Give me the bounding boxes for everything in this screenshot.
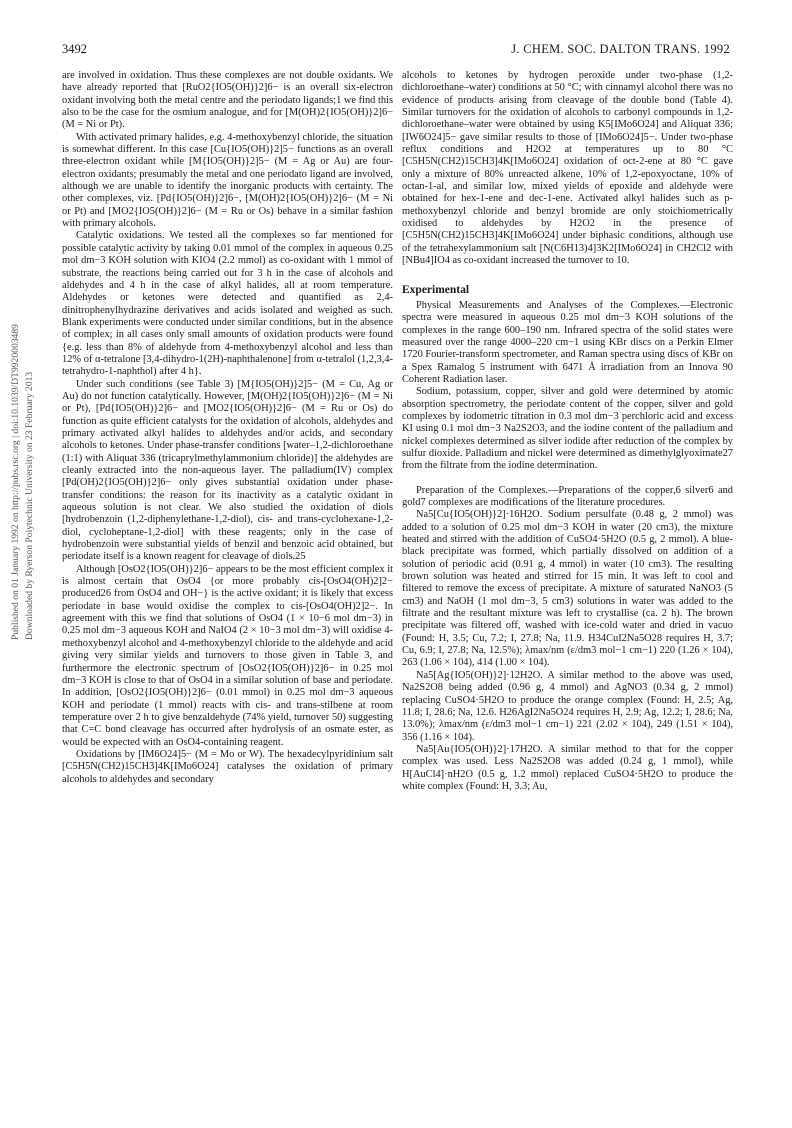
journal-title: J. CHEM. SOC. DALTON TRANS. 1992 xyxy=(511,42,730,56)
right-column xyxy=(402,70,733,793)
download-sidebar xyxy=(6,250,36,640)
left-column xyxy=(62,70,393,786)
paragraph: Na5[Au{IO5(OH)}2]·17H2O. A similar method to that for the copper complex was used. Less Na2S2O8 was added (0.24 g, 1 mmol), while H[AuCl4]·nH2O (0.5 g, 1.2 mmol) replaced CuSO4·5H2O to produce the white complex (Found: H, 3.3; Au, xyxy=(402,743,733,792)
paragraph: Na5[Cu{IO5(OH)}2]·16H2O. Sodium persulfate (0.48 g, 2 mmol) was added to a solution of 0.25 mol dm−3 KOH in water (20 cm3), the mixture heated and stirred with the addition of CuSO4·5H2O (0.5 g, 2 mmol). A blue-black precipitate was formed, which partially dissolved on addition of a solution of periodic acid (0.91 g, 4 mmol) in water (10 cm3). The resulting brown solution was heated and stirred for 15 min. It was left to cool and filtered to remove the excess of precipitate. A mixture of saturated NaNO3 (5 cm3) and NaOH (1 mol dm−3, 5 cm3) solutions in water was added to the filtrate and the resultant mixture was left to crystallise (ca. 2 h). The brown precipitate was filtered off, washed with ice-cold water and dried in vacuo (Found: H, 3.5; Cu, 7.2; I, 27.8; Na, 11.9. H34CuI2Na5O28 requires H, 3.7; Cu, 6.9; I, 27.8; Na, 12.5%); λmax/nm (ε/dm3 mol−1 cm−1) 220 (1.26 × 104), 263 (1.06 × 104), 414 (1.00 × 104). xyxy=(402,509,733,669)
paragraph: alcohols to ketones by hydrogen peroxide under two-phase (1,2-dichloroethane–water) conditions at 50 °C; with cinnamyl alcohol there was no evidence of products arising from cleavage of the double bond (Table 4). Similar turnovers for the oxidation of alcohols to carbonyl compounds in 1,2-dichloroethane–water were obtained by using K5[IMo6O24] and Aliquat 336; [IW6O24]5− gave similar results to those of [IMo6O24]5−. Under two-phase reflux conditions and H2O2 at temperatures up to 80 °C [C5H5N(CH2)15CH3]4K[IMo6O24] oxidation of oct-2-ene at 80 °C gave only a mixture of 80% unreacted alkene, 10% of 1,2-epoxyoctane, 10% of octan-1-al, and similar low, mixed yields of epoxide and aldehyde were obtained for hex-1-ene and dec-1-ene. Activated alkyl halides such as p-methoxybenzyl chloride and benzyl bromide are only stoichiometrically oxidised to aldehydes by H2O2 in the presence of [C5H5N(CH2)15CH3]4K[IMo6O24] under biphasic conditions, although use of the tetrahexylammonium salt [N(C6H13)4]3K2[IMo6O24] in CH2Cl2 with [NBu4]IO4 as co-oxidant increased the turnover to 10. xyxy=(402,70,733,267)
paragraph: With activated primary halides, e.g. 4-methoxybenzyl chloride, the situation is somewhat different. In this case [Cu{IO5(OH)}2]5− functions as an overall three-electron oxidant while [M{IO5(OH)}2]5− (M = Ag or Au) are four-electron oxidants; presumably the metal and one periodato ligand are involved, although we are unable to identify the inorganic products with certainty. The other complexes, viz. [Pd{IO5(OH)}2]6−, [M(OH)2{IO5(OH)}2]6− (M = Ni or Pt) and [MO2{IO5(OH)}2]6− (M = Ru or Os) behave in a similar fashion with primary alcohols. xyxy=(62,131,393,230)
paragraph: are involved in oxidation. Thus these complexes are not double oxidants. We have already reported that [RuO2{IO5(OH)}2]6− is an overall six-electron oxidant involving both the metal centre and the periodato ligands;1 we find this also to be the case for the osmium analogue, and for [M(OH)2{IO5(OH)}2]6− (M = Ni or Pt). xyxy=(62,70,393,131)
paragraph: Catalytic oxidations. We tested all the complexes so far mentioned for possible catalytic activity by taking 0.01 mmol of the complex in aqueous 0.25 mol dm−3 KOH solution with KIO4 (2.2 mmol) as co-oxidant with 1 mmol of substrate, the reactions being carried out for 3 h in the case of alcohols and aldehydes and 4 h in the case of alkyl halides, all at room temperature. Aldehydes or ketones were detected and quantified as 2,4-dinitrophenylhydrazine derivatives and acids isolated and weighed as such. Blank experiments were conducted under similar conditions, but in the absence of complex; in all cases only small amounts of oxidation products were found {e.g. less than 8% of aldehyde from 4-methoxybenzyl alcohol and less than 12% of α-tetralone [3,4-dihydro-1(2H)-naphthalenone] from α-tetralol (1,2,3,4-tetrahydro-1-naphthol) after 4 h}. xyxy=(62,230,393,378)
paragraph: Na5[Ag{IO5(OH)}2]·12H2O. A similar method to the above was used, Na2S2O8 being added (0.96 g, 4 mmol) and AgNO3 (0.34 g, 2 mmol) replacing CuSO4·5H2O to produce the orange complex (Found: H, 2.5; Ag, 11.8; I, 28.6; Na, 12.6. H26AgI2Na5O24 requires H, 2.9; Ag, 12.2; I, 28.6; Na, 13.0%); λmax/nm (ε/dm3 mol−1 cm−1) 221 (2.02 × 104), 249 (1.51 × 104), 356 (1.16 × 104). xyxy=(402,669,733,743)
paragraph: Physical Measurements and Analyses of the Complexes.—Electronic spectra were measured in aqueous 0.25 mol dm−3 KOH solutions of the complexes in the range 600–190 nm. Infrared spectra of the solid states were measured over the range 4000–220 cm−1 using KBr discs on a Perkin Elmer 1720 Fourier-transform spectrometer, and Raman spectra using discs of KBr on a Spex Ramalog 5 instrument with 6471 Å irradiation from an Innova 90 Coherent Radiation laser. xyxy=(402,299,733,385)
paragraph: Oxidations by [IM6O24]5− (M = Mo or W). The hexadecylpyridinium salt [C5H5N(CH2)15CH3]4K[IMo6O24] catalyses the oxidation of primary alcohols to aldehydes and secondary xyxy=(62,748,393,785)
section-heading-experimental: Experimental xyxy=(402,283,470,296)
paragraph: Although [OsO2{IO5(OH)}2]6− appears to be the most efficient complex it is almost certain that OsO4 {or more probably cis-[OsO4(OH)2]2− produced26 from OsO4 and OH−} is the active oxidant; it is likely that excess periodate in base would oxidise the complex to cis-[OsO4(OH)2]2−. In agreement with this we find that solutions of OsO4 (1 × 10−6 mol dm−3) in 0.25 mol dm−3 aqueous KOH and NaIO4 (2 × 10−3 mol dm−3) will oxidise 4-methoxybenzyl alcohol and 4-methoxybenzyl chloride to the aldehyde and acid giving very similar yields and turnovers to those given in Table 3, and furthermore the electronic spectrum of [OsO2{IO5(OH)}2]6− in 0.25 mol dm−3 KOH is close to that of OsO4 in a similar solution of base and periodate. In addition, [OsO2{IO5(OH)}2]6− (0.01 mmol) in 0.25 mol dm−3 aqueous KOH and periodate (1 mmol) reacts with cis- and trans-stilbene at room temperature over 2 h to give benzaldehyde (74% yield, turnover 50) suggesting that C=C bond cleavage has occurred after hydrolysis of an osmate ester, as would be expected with an OsO4-containing reagent. xyxy=(62,563,393,748)
paragraph: Preparation of the Complexes.—Preparations of the copper,6 silver6 and gold7 complexes are modifications of the literature procedures. xyxy=(402,484,733,508)
sidebar-download-line: Downloaded by Ryerson Polytechnic University on 23 February 2013 xyxy=(24,371,35,640)
page-number: 3492 xyxy=(62,42,87,56)
paragraph: Sodium, potassium, copper, silver and gold were determined by atomic absorption spectrometry, the periodate content of the copper, silver and gold complexes by iodometric titration in 0.3 mol dm−3 perchloric acid and excess KI using 0.1 mol dm−3 Na2S2O3, and the iodine content of the palladium and nickel complexes determined as silver iodide after reduction of the complex by sulfur dioxide. Palladium and nickel were determined as dimethylglyoximate27 from the filtrate from the iodine determination. xyxy=(402,386,733,472)
running-header xyxy=(62,42,730,60)
sidebar-published-line: Published on 01 January 1992 on http://pubs.rsc.org | doi:10.1039/DT9920003489 xyxy=(10,324,21,640)
paragraph: Under such conditions (see Table 3) [M{IO5(OH)}2]5− (M = Cu, Ag or Au) do not function catalytically. However, [M(OH)2{IO5(OH)}2]6− (M = Ni or Pt), [Pd{IO5(OH)}2]6− and [MO2{IO5(OH)}2]6− (M = Ru or Os) do function as quite efficient catalysts for the oxidation of alcohols, aldehydes and primary activated alkyl halides to aldehydes and/or acids, and secondary alcohols to ketones. Under phase-transfer conditions [water–1,2-dichloroethane (1:1) with Aliquat 336 (tricaprylmethylammonium chloride)] the aldehydes are cleanly extracted into the non-aqueous layer. The palladium(IV) complex [Pd(OH)2{IO5(OH)}2]6− only gives substantial oxidation under phase-transfer conditions: the reason for its inactivity as a catalytic oxidant in aqueous solution is not clear. We also studied the oxidation of diols [hydrobenzoin (1,2-diphenylethane-1,2-diol), cis- and trans-cyclohexane-1,2-diol, cycloheptane-1,2-diol] with these reagents; only in the case of hydrobenzoin were substantial yields of benzil and benzoic acid obtained, but periodate itself is a known reagent for cleavage of diols.25 xyxy=(62,378,393,563)
